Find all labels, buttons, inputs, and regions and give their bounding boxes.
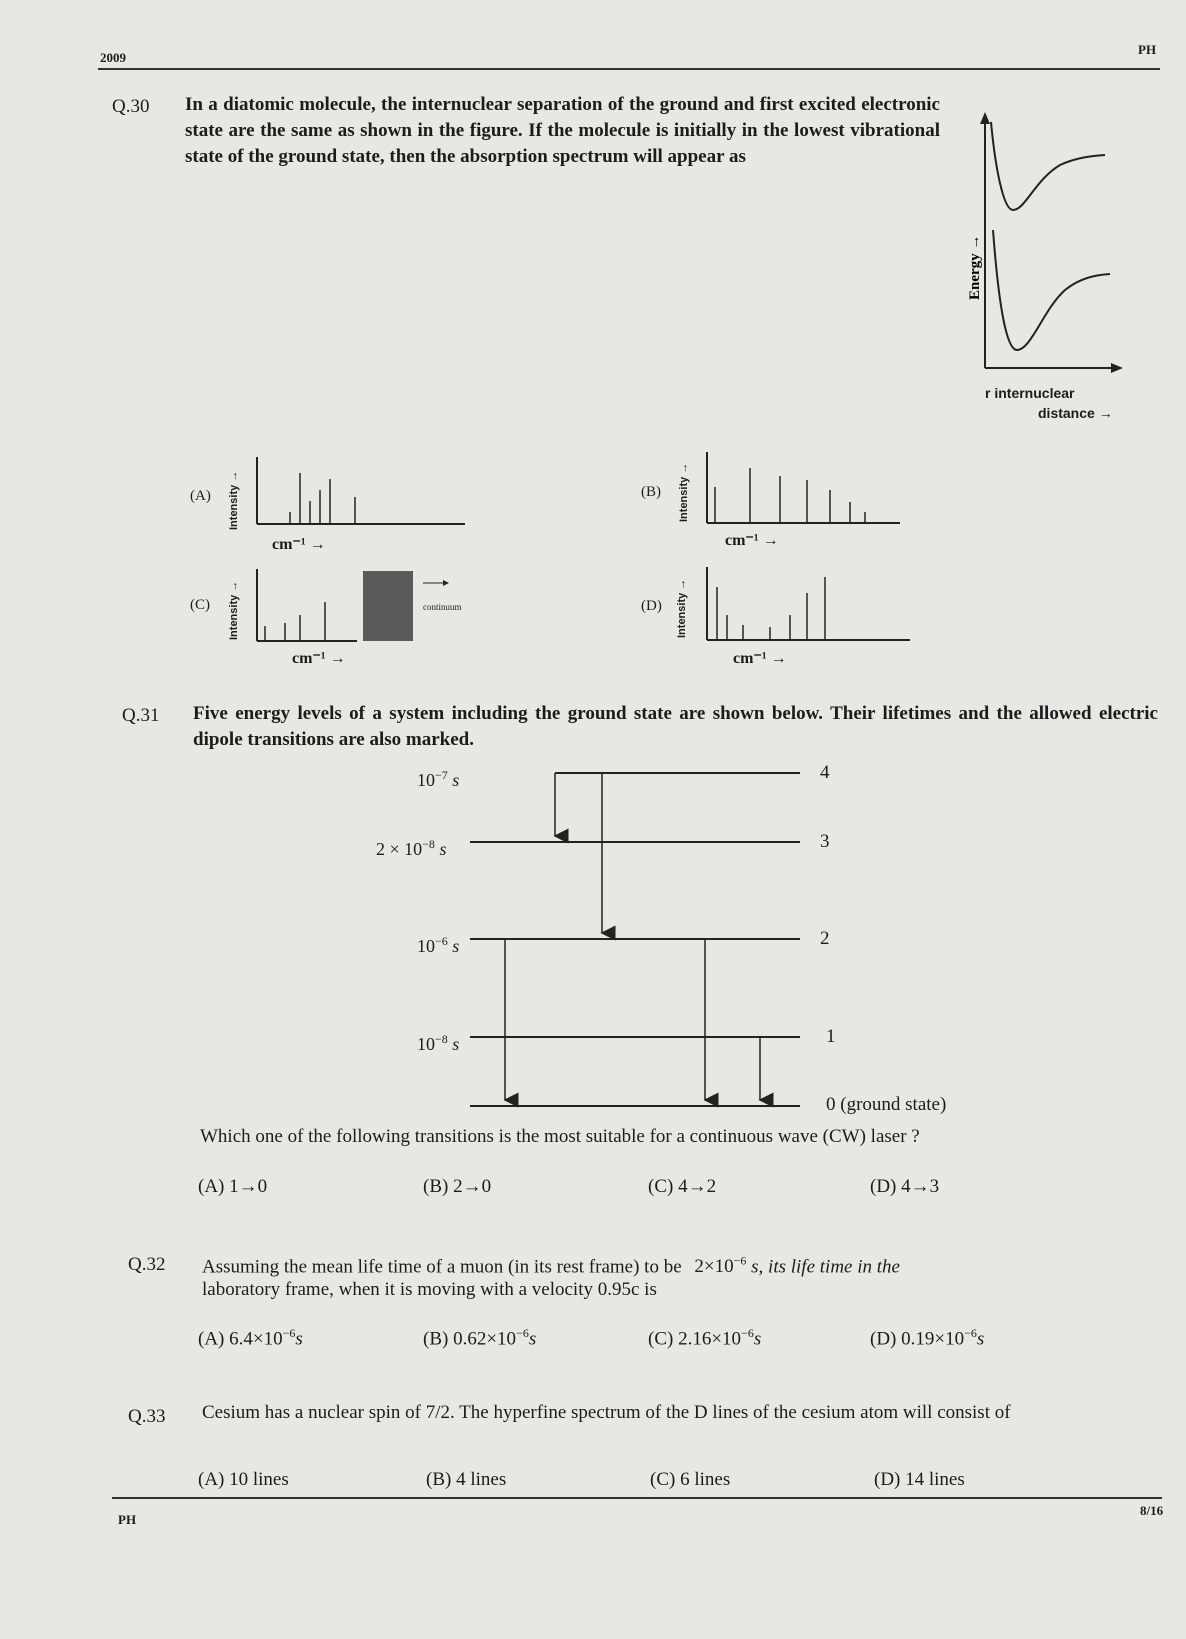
q32-option-d[interactable]: (D) $0.19\times 10^{-6}s$ — [870, 1326, 985, 1350]
level-4-lifetime: $10^{-7}$ s — [417, 768, 460, 790]
q31-option-c[interactable]: (C) 4→2 — [648, 1176, 717, 1197]
option-b-spectrum — [695, 450, 910, 530]
level-2-lifetime: $10^{-6}$ s — [417, 934, 460, 956]
q31-question: Which one of the following transitions is the most suitable for a continuous wave (CW) laser ? — [200, 1126, 920, 1147]
continuum-label: continuum — [423, 602, 462, 612]
header-rule — [98, 68, 1160, 70]
q31-option-a[interactable]: (A) 1→0 — [198, 1176, 268, 1197]
q30-option-c-label[interactable]: (C) — [190, 597, 210, 613]
q33-option-c[interactable]: (C) 6 lines — [650, 1469, 731, 1490]
q33-option-d[interactable]: (D) 14 lines — [874, 1469, 965, 1490]
option-a-spectrum — [245, 455, 475, 535]
q33-text: Cesium has a nuclear spin of 7/2. The hyperfine spectrum of the D lines of the cesium atom will consist of — [202, 1402, 1011, 1423]
level-3-index: 3 — [820, 831, 830, 852]
option-b-xlabel: cm⁻¹ → — [725, 532, 779, 549]
option-c-xlabel: cm⁻¹ → — [292, 650, 346, 667]
q33-number: Q.33 — [128, 1406, 166, 1427]
x-axis-label-line1: r internuclear — [985, 385, 1075, 401]
q30-number: Q.30 — [112, 96, 150, 117]
q32-option-c[interactable]: (C) $2.16\times 10^{-6}s$ — [648, 1326, 762, 1350]
q32-text-a: Assuming the mean life time of a muon (in its rest frame) to be — [202, 1256, 682, 1278]
q31-text: Five energy levels of a system including the ground state are shown below. Their lifetimes and the allowed electric dipole transitions are also marked. — [193, 703, 1158, 750]
q30-text: In a diatomic molecule, the internuclear separation of the ground and first excited electronic state are the same as shown in the figure. If the molecule is initially in the lowest vibrational state of the ground state, then the absorption spectrum will appear as — [185, 94, 940, 167]
q33-option-a[interactable]: (A) 10 lines — [198, 1469, 289, 1490]
header-year: 2009 — [100, 50, 126, 65]
option-d-xlabel: cm⁻¹ → — [733, 650, 787, 667]
option-b-intensity-label: Intensity → — [678, 462, 690, 522]
q30-option-d-label[interactable]: (D) — [641, 598, 662, 614]
header-paper-code: PH — [1138, 42, 1157, 57]
option-c-intensity-label: Intensity → — [228, 580, 240, 640]
q32-option-b[interactable]: (B) $0.62\times 10^{-6}s$ — [423, 1326, 537, 1350]
energy-axis-label: Energy → — [967, 234, 983, 300]
energy-level-diagram — [470, 760, 810, 1120]
q32-text-b: s, its life time in the — [751, 1256, 900, 1278]
q31-number: Q.31 — [122, 705, 160, 726]
q32-option-a[interactable]: (A) $6.4\times 10^{-6}s$ — [198, 1326, 303, 1350]
footer-page-number: 8/16 — [1140, 1503, 1164, 1518]
q33-option-b[interactable]: (B) 4 lines — [426, 1469, 507, 1490]
level-1-lifetime: $10^{-8}$ s — [417, 1032, 460, 1054]
q31-option-b[interactable]: (B) 2→0 — [423, 1176, 492, 1197]
q32-number: Q.32 — [128, 1254, 166, 1275]
level-0-index: 0 (ground state) — [826, 1094, 947, 1115]
footer-rule — [112, 1497, 1162, 1499]
option-a-intensity-label: Intensity → — [228, 470, 240, 530]
q32-value: $2\times 10^{-6}$ — [694, 1254, 747, 1278]
level-2-index: 2 — [820, 928, 830, 949]
q31-option-d[interactable]: (D) 4→3 — [870, 1176, 940, 1197]
level-3-lifetime: $2 \times 10^{-8}$ s — [376, 837, 447, 859]
level-1-index: 1 — [826, 1026, 836, 1047]
q30-option-a-label[interactable]: (A) — [190, 488, 211, 504]
option-a-xlabel: cm⁻¹ → — [272, 536, 326, 553]
option-d-spectrum — [695, 565, 920, 645]
q32-line1 — [202, 1248, 1162, 1280]
q30-option-b-label[interactable]: (B) — [641, 484, 661, 500]
q32-text-c: laboratory frame, when it is moving with a velocity 0.95c is — [202, 1279, 657, 1300]
option-d-intensity-label: Intensity → — [676, 578, 688, 638]
potential-energy-figure — [955, 110, 1135, 430]
footer-paper-code: PH — [118, 1512, 137, 1527]
x-axis-label-line2: distance → — [1038, 405, 1113, 421]
level-4-index: 4 — [820, 762, 830, 783]
